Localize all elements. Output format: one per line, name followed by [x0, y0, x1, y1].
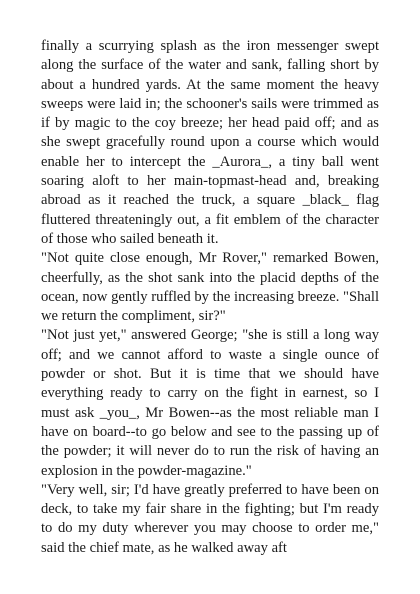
paragraph-4: "Very well, sir; I'd have greatly preferred to have been on deck, to take my fair share in the fighting; but I'm ready to do my duty wherever you may choose to order me," said the chief mate, as he walked away aft — [41, 481, 379, 556]
paragraph-2: "Not quite close enough, Mr Rover," remarked Bowen, cheerfully, as the shot sank into the placid depths of the ocean, now gently ruffled by the increasing breeze. "Shall we return the compliment, sir?" — [41, 250, 379, 325]
paragraph-3: "Not just yet," answered George; "she is still a long way off; and we cannot afford to waste a single ounce of powder or shot. But it is time that we should have everything ready to carry on the fight in earnest, so I must ask _you_, Mr Bowen--as the most reliable man I have on board--to go below and see to the passing up of the powder; it will never do to run the risk of having an explosion in the powder-magazine." — [41, 327, 379, 479]
body-text — [41, 37, 379, 558]
paragraph-1: finally a scurrying splash as the iron messenger swept along the surface of the water and sank, falling short by about a hundred yards. At the same moment the heavy sweeps were laid in; the schooner's sails were trimmed as if by magic to the coy breeze; her head paid off; and as she swept gracefully round upon a course which would enable her to intercept the _Aurora_, a tiny ball went soaring aloft to her main-topmast-head and, breaking abroad as it reached the truck, a square _black_ flag fluttered threateningly out, a fit emblem of the character of those who sailed beneath it. — [41, 38, 379, 247]
